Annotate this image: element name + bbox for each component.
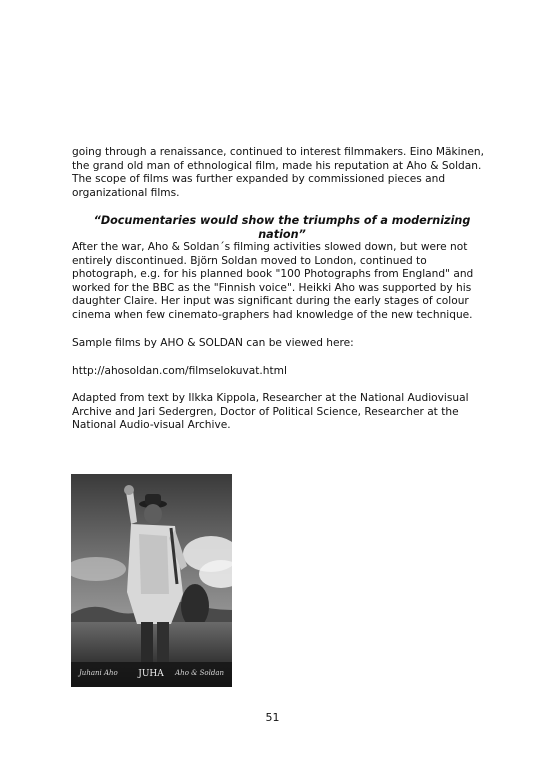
poster-title: JUHA [138,669,164,679]
juha-film-poster [71,474,232,687]
poster-caption-right: Aho & Soldan [175,669,224,677]
poster-caption-left: Juhani Aho [79,669,118,677]
sample-films-link[interactable]: http://ahosoldan.com/filmselokuvat.html [72,365,287,377]
paragraph-after-war: After the war, Aho & Soldan´s filming activities slowed down, but were not entirely discontinued. Björn Soldan moved to London, continued to photograph, e.g. for his planned book "100 Photographs from England" and worked for the BBC as the "Finnish voice". Heikki Aho was supported by his daughter Claire. Her input was significant during the early stages of colour cinema when few cinemato-graphers had knowledge of the new technique. [72,241,474,321]
paragraph-attribution: Adapted from text by Ilkka Kippola, Researcher at the National Audiovisual Archive and Jari Sedergren, Doctor of Political Science, Researcher at the National Audio-visual Archive. [72,392,469,432]
page-number: 51 [265,711,280,724]
pull-quote: “Documentaries would show the triumphs of a modernizing nation” [93,214,471,241]
paragraph-renaissance: going through a renaissance, continued to interest filmmakers. Eino Mäkinen, the grand old man of ethnological film, made his reputation at Aho & Soldan. The scope of films was further expanded by commissioned pieces and organizational films. [72,146,484,199]
poster-illustration [71,474,232,687]
paragraph-sample-films: Sample films by AHO & SOLDAN can be viewed here: [72,337,354,349]
